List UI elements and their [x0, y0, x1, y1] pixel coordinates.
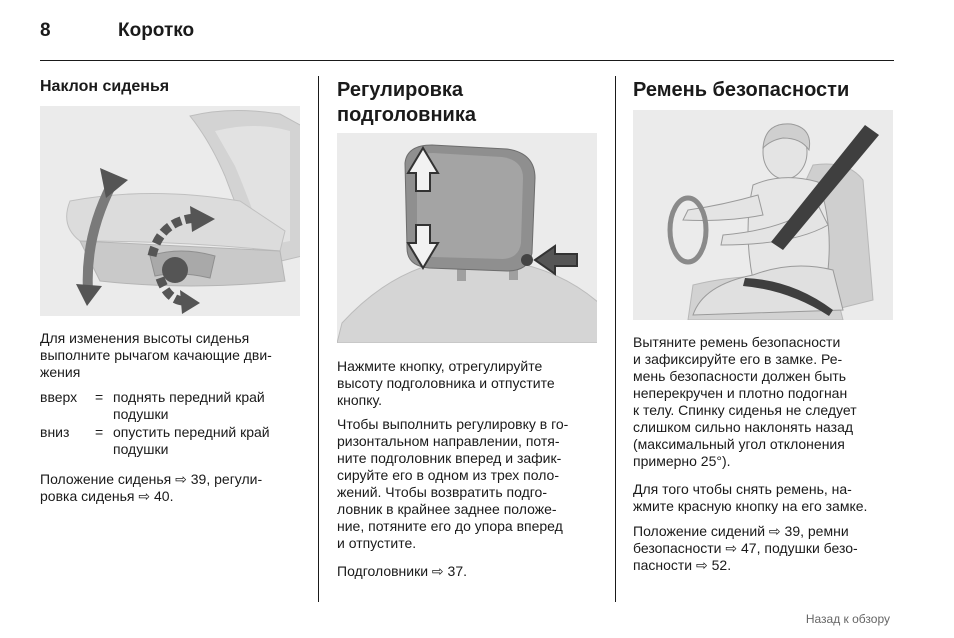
list-value: опустить передний край [113, 424, 270, 440]
headrest-instructions [337, 358, 607, 409]
text-line: ризонтальном направлении, потя- [337, 433, 560, 449]
list-value: подушки [113, 406, 169, 422]
text-line: высоту подголовника и отпустите [337, 375, 555, 391]
text-line: Подголовники ⇨ 37. [337, 563, 468, 579]
seat-tilt-lever-illustration [40, 106, 300, 316]
list-equals: = [95, 389, 104, 405]
text-line: жений. Чтобы возвратить подго- [337, 484, 547, 500]
text-line: Нажмите кнопку, отрегулируйте [337, 358, 543, 374]
seat-position-reference [40, 471, 310, 505]
page-number: 8 [40, 20, 51, 41]
seat-belt-reference [633, 523, 903, 574]
section-heading-seat-belt: Ремень безопасности [633, 79, 850, 101]
text-line: безопасности ⇨ 47, подушки безо- [633, 540, 858, 556]
text-line: жмите красную кнопку на его замке. [633, 498, 868, 514]
text-line: Для изменения высоты сиденья [40, 330, 250, 346]
list-key: вверх [40, 389, 78, 405]
back-to-overview-link[interactable]: Назад к обзору [805, 612, 890, 626]
list-item-up [40, 389, 310, 425]
text-line: слишком сильно наклонять назад [633, 419, 854, 435]
text-line: Вытяните ремень безопасности [633, 334, 841, 350]
text-line: ние, потяните его до упора вперед [337, 518, 563, 534]
section-heading-seat-tilt: Наклон сиденья [40, 78, 170, 95]
column-divider-1 [318, 76, 319, 602]
text-line: и отпустите. [337, 535, 417, 551]
text-line: сируйте его в одном из трех поло- [337, 467, 559, 483]
heading-line: Регулировка [337, 79, 464, 101]
text-line: жения [40, 364, 81, 380]
headrest-adjust-illustration [337, 133, 597, 343]
text-line: Положение сидений ⇨ 39, ремни [633, 523, 849, 539]
column-divider-2 [615, 76, 616, 602]
text-line: и зафиксируйте его в замке. Ре- [633, 351, 843, 367]
text-line: мень безопасности должен быть [633, 368, 847, 384]
text-line: примерно 25°). [633, 453, 731, 469]
seat-belt-release-instructions [633, 481, 903, 515]
text-line: к телу. Спинку сиденья не следует [633, 402, 857, 418]
text-line: выполните рычагом качающие дви- [40, 347, 272, 363]
list-value: подушки [113, 441, 169, 457]
text-line: кнопку. [337, 392, 382, 408]
text-line: (максимальный угол отклонения [633, 436, 845, 452]
text-line: Для того чтобы снять ремень, на- [633, 481, 852, 497]
headrest-reference [337, 563, 607, 580]
heading-line: подголовника [337, 104, 476, 126]
page-title: Коротко [118, 20, 195, 41]
text-line: ровка сиденья ⇨ 40. [40, 488, 174, 504]
list-value: поднять передний край [113, 389, 265, 405]
text-line: ните подголовник вперед и зафик- [337, 450, 562, 466]
text-line: Чтобы выполнить регулировку в го- [337, 416, 569, 432]
list-key: вниз [40, 424, 70, 440]
text-line: пасности ⇨ 52. [633, 557, 732, 573]
header-divider [40, 60, 894, 61]
seat-height-instructions [40, 330, 310, 381]
text-line: Положение сиденья ⇨ 39, регули- [40, 471, 263, 487]
section-heading-headrest [337, 78, 476, 128]
text-line: неперекручен и плотно подогнан [633, 385, 848, 401]
seat-belt-illustration [633, 110, 893, 320]
list-equals: = [95, 424, 104, 440]
seat-belt-instructions [633, 334, 903, 470]
list-item-down [40, 424, 310, 460]
headrest-horizontal-instructions [337, 416, 607, 552]
text-line: ловник в крайнее заднее положе- [337, 501, 557, 517]
